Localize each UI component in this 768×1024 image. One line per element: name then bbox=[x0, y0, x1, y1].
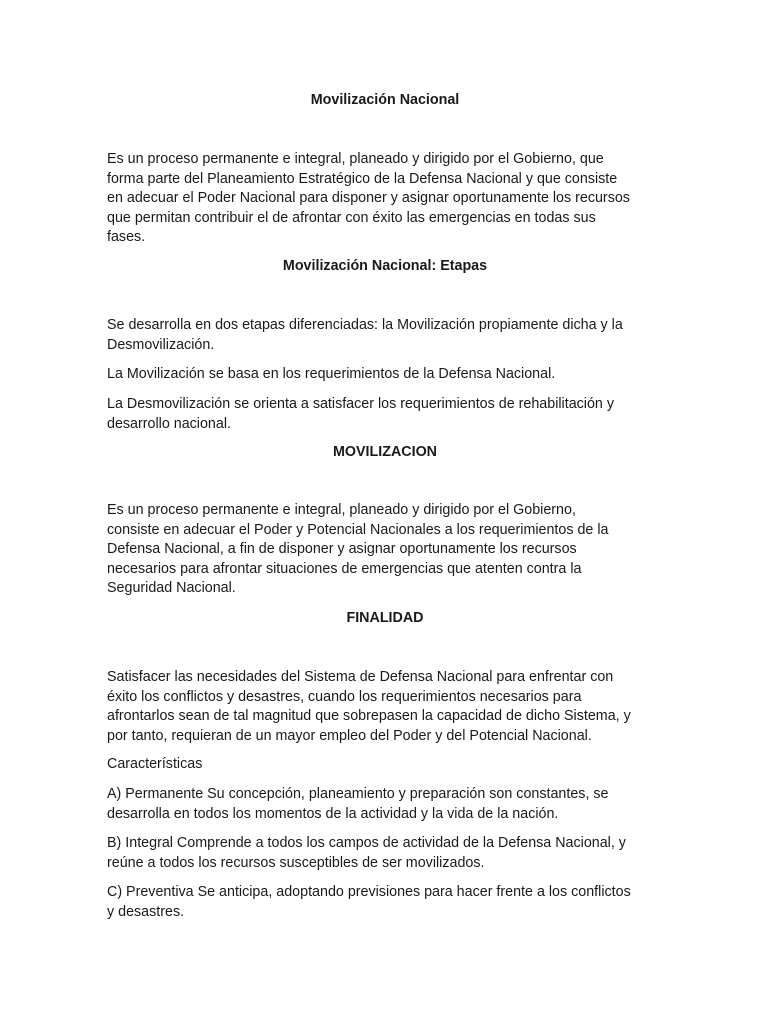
paragraph-line: Defensa Nacional, a fin de disponer y asignar oportunamente los recursos bbox=[107, 541, 577, 557]
paragraph-line: Características bbox=[107, 756, 203, 772]
paragraph-line: C) Preventiva Se anticipa, adoptando previsiones para hacer frente a los conflictos bbox=[107, 884, 631, 900]
section-heading-movilizacion: MOVILIZACION bbox=[332, 444, 438, 460]
paragraph-line: La Movilización se basa en los requerimientos de la Defensa Nacional. bbox=[107, 366, 556, 382]
paragraph-etapas bbox=[107, 316, 663, 355]
paragraph-movilizacion-definicion bbox=[107, 501, 663, 599]
paragraph-definicion bbox=[107, 150, 663, 248]
list-item-integral bbox=[107, 834, 663, 873]
paragraph-line: consiste en adecuar el Poder y Potencial Nacionales a los requerimientos de la bbox=[107, 521, 609, 538]
paragraph-line: y desastres. bbox=[107, 903, 185, 920]
paragraph-line: afrontarlos sean de tal magnitud que sobrepasen la capacidad de dicho Sistema, y bbox=[107, 708, 631, 724]
paragraph-line: forma parte del Planeamiento Estratégico de la Defensa Nacional y que consiste bbox=[107, 170, 618, 187]
paragraph-line: desarrollo nacional. bbox=[107, 415, 231, 432]
paragraph-finalidad bbox=[107, 668, 663, 746]
paragraph-line: Se desarrolla en dos etapas diferenciadas: la Movilización propiamente dicha y la bbox=[107, 317, 623, 333]
paragraph-desmovilizacion bbox=[107, 395, 663, 434]
paragraph-movilizacion bbox=[107, 365, 663, 385]
paragraph-line: Desmovilización. bbox=[107, 336, 215, 353]
list-item-preventiva bbox=[107, 883, 663, 922]
paragraph-line: B) Integral Comprende a todos los campos de actividad de la Defensa Nacional, y bbox=[107, 835, 626, 851]
paragraph-line: Satisfacer las necesidades del Sistema de Defensa Nacional para enfrentar con bbox=[107, 669, 614, 685]
section-heading-etapas: Movilización Nacional: Etapas bbox=[282, 258, 488, 274]
paragraph-line: Seguridad Nacional. bbox=[107, 580, 236, 596]
paragraph-line: éxito los conflictos y desastres, cuando los requerimientos necesarios para bbox=[107, 688, 582, 705]
paragraph-line: Es un proceso permanente e integral, planeado y dirigido por el Gobierno, bbox=[107, 502, 576, 518]
list-item-permanente bbox=[107, 785, 663, 824]
section-heading-finalidad: FINALIDAD bbox=[346, 610, 424, 626]
paragraph-line: por tanto, requieran de un mayor empleo del Poder y del Potencial Nacional. bbox=[107, 727, 592, 744]
paragraph-line: La Desmovilización se orienta a satisfacer los requerimientos de rehabilitación y bbox=[107, 396, 614, 412]
paragraph-line: fases. bbox=[107, 229, 146, 245]
paragraph-line: en adecuar el Poder Nacional para disponer y asignar oportunamente los recursos bbox=[107, 190, 630, 206]
subheading-caracteristicas bbox=[107, 755, 663, 775]
paragraph-line: A) Permanente Su concepción, planeamiento y preparación son constantes, se bbox=[107, 786, 609, 802]
paragraph-line: reúne a todos los recursos susceptibles de ser movilizados. bbox=[107, 854, 485, 871]
paragraph-line: necesarios para afrontar situaciones de emergencias que atenten contra la bbox=[107, 560, 582, 577]
section-heading-movilizacion-nacional: Movilización Nacional bbox=[310, 92, 460, 108]
paragraph-line: desarrolla en todos los momentos de la actividad y la vida de la nación. bbox=[107, 805, 559, 822]
paragraph-line: que permitan contribuir el de afrontar con éxito las emergencias en todas sus bbox=[107, 209, 596, 226]
paragraph-line: Es un proceso permanente e integral, planeado y dirigido por el Gobierno, que bbox=[107, 151, 604, 167]
